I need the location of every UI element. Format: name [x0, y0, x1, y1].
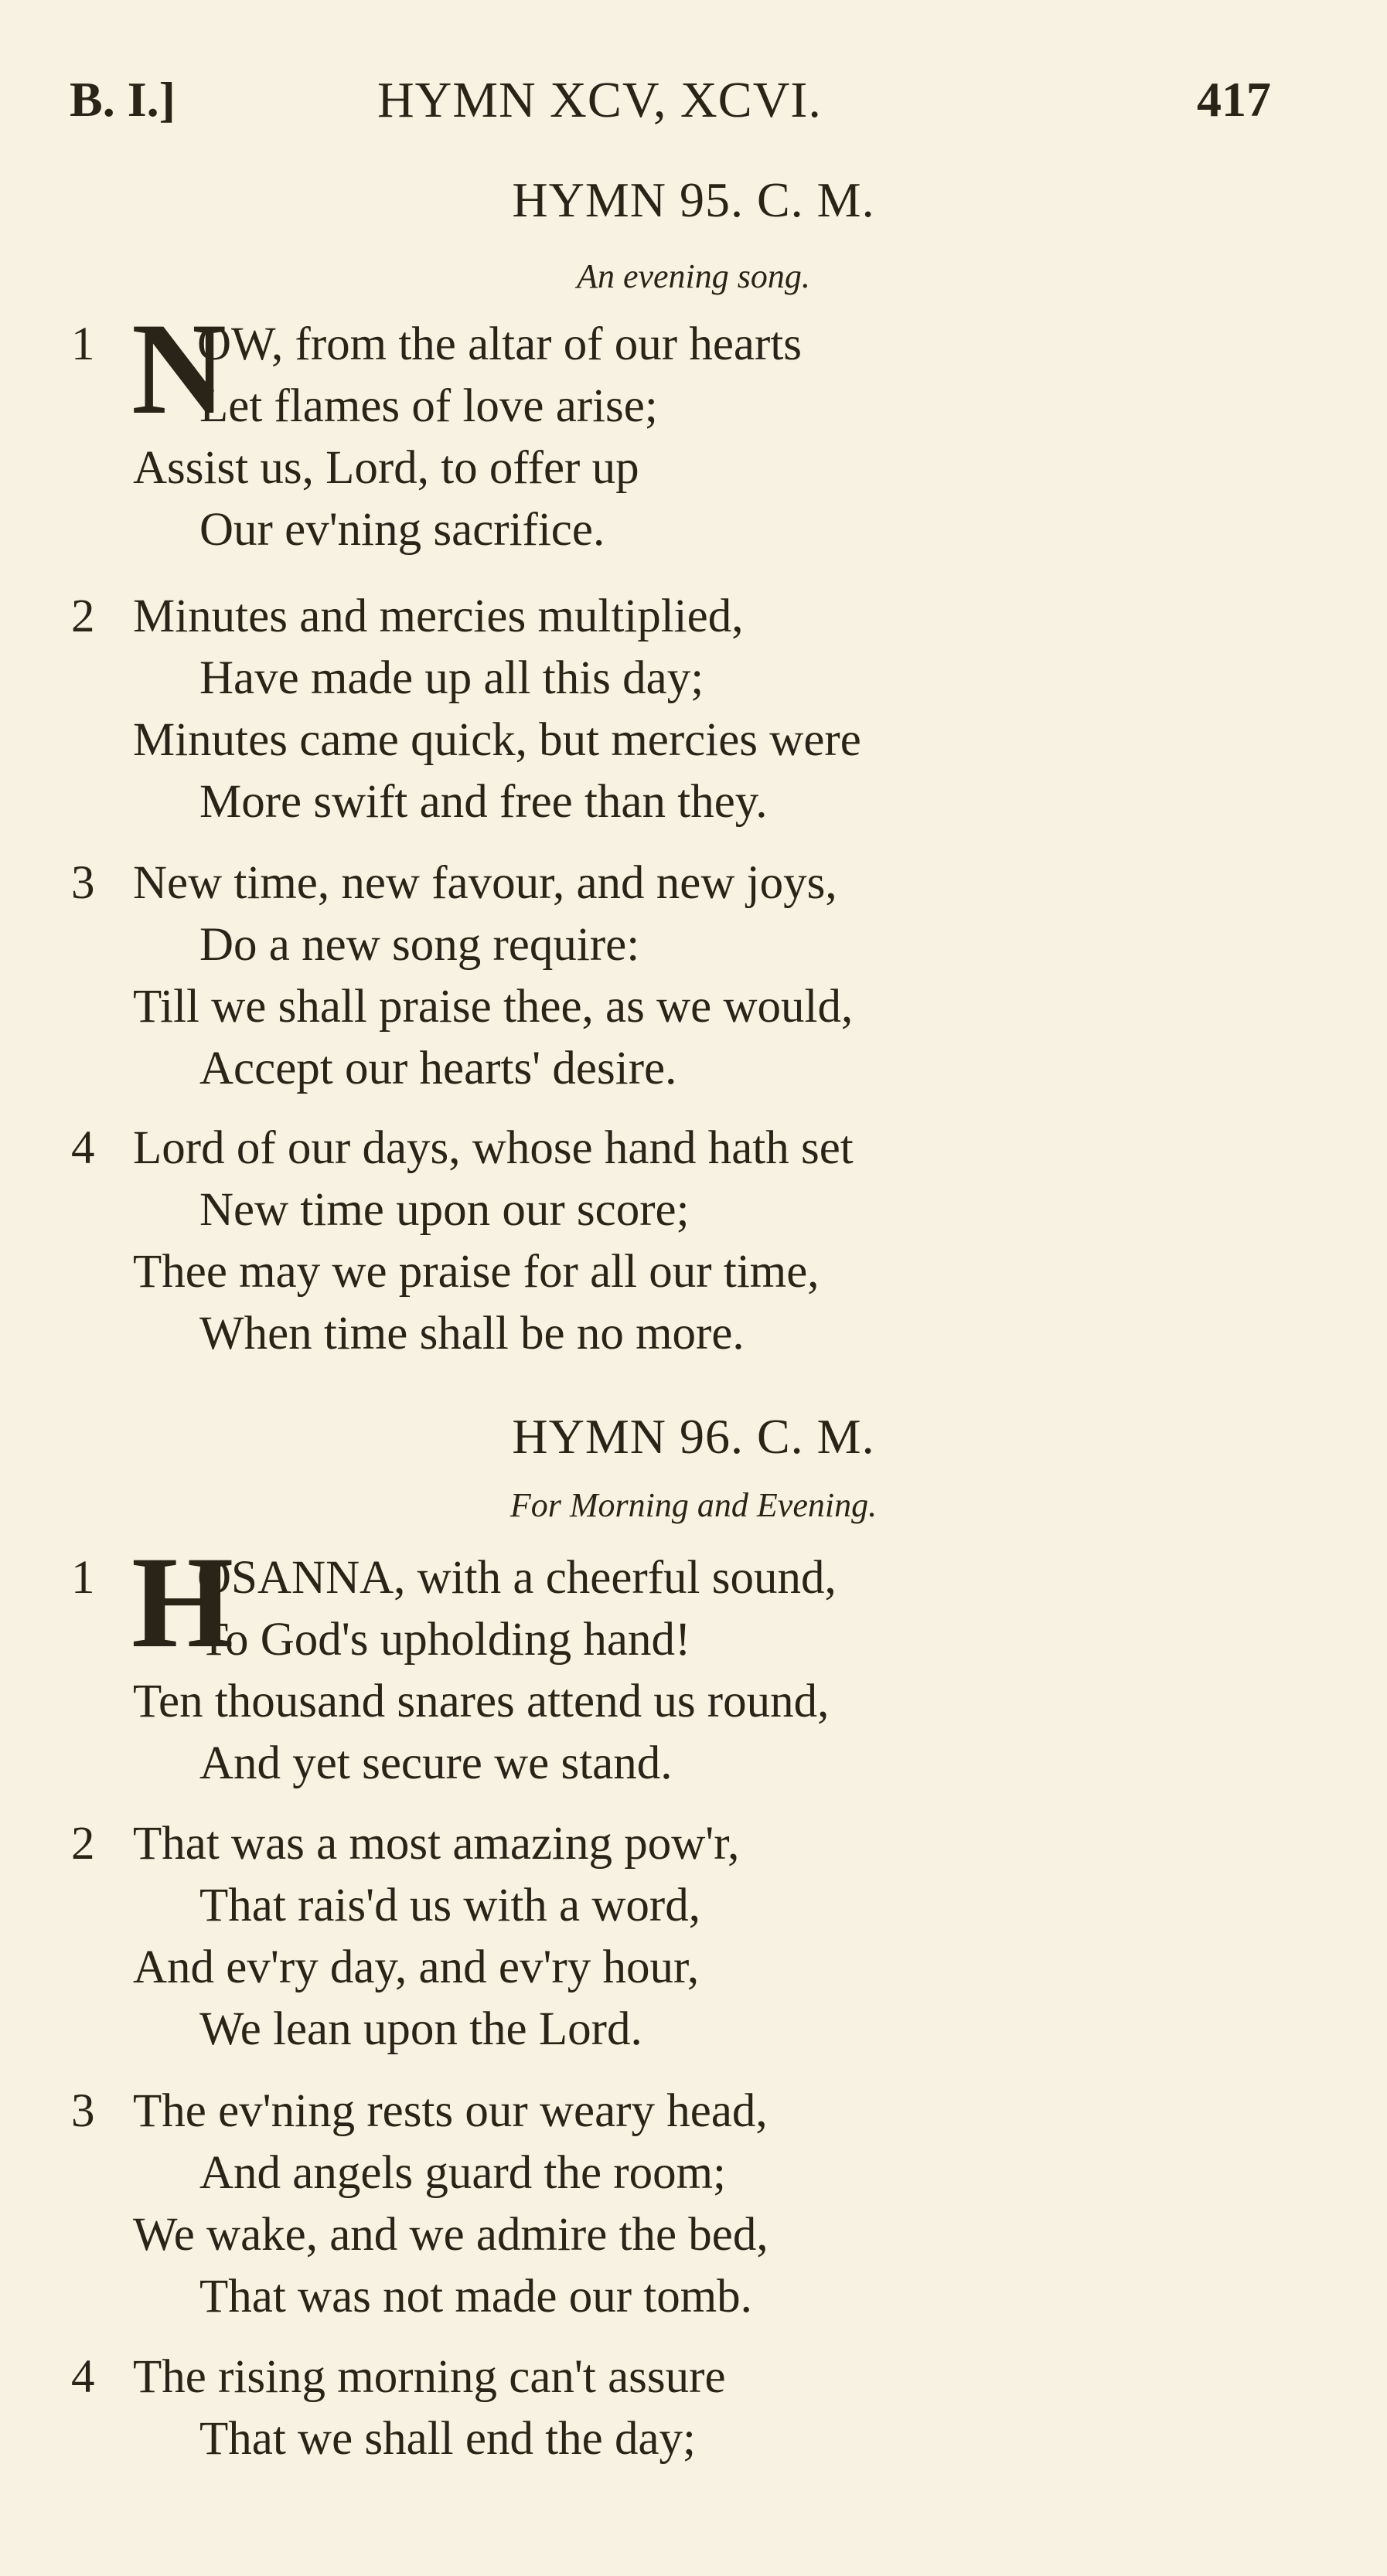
hymn-subtitle: An evening song.	[577, 257, 810, 295]
drop-cap: H	[131, 1530, 234, 1675]
verse-number: 2	[71, 1818, 95, 1870]
verse-line: We wake, and we admire the bed,	[133, 2209, 768, 2261]
verse-line: Let flames of love arise;	[199, 380, 658, 432]
verse-line: Minutes came quick, but mercies were	[133, 714, 861, 766]
verse-line: To God's upholding hand!	[199, 1614, 691, 1666]
verse-number: 1	[71, 1552, 95, 1604]
verse-line: Our ev'ning sacrifice.	[199, 504, 605, 556]
verse-line: Thee may we praise for all our time,	[133, 1246, 820, 1298]
verse-number: 4	[71, 1122, 95, 1174]
verse-line: We lean upon the Lord.	[199, 2003, 642, 2055]
verse-number: 3	[71, 857, 95, 909]
verse-line: That was not made our tomb.	[199, 2271, 752, 2322]
verse-line: New time upon our score;	[199, 1184, 690, 1236]
verse-line: Accept our hearts' desire.	[199, 1043, 677, 1094]
verse-line: And yet secure we stand.	[199, 1737, 673, 1789]
page-number: 417	[1197, 72, 1271, 127]
verse-line: That we shall end the day;	[199, 2413, 696, 2465]
verse-number: 4	[71, 2351, 95, 2403]
verse-line: And angels guard the room;	[199, 2147, 727, 2199]
verse-line: Till we shall praise thee, as we would,	[133, 981, 854, 1033]
hymn-subtitle: For Morning and Evening.	[509, 1486, 878, 1524]
verse-number: 2	[71, 590, 95, 642]
verse-line: Lord of our days, whose hand hath set	[133, 1122, 854, 1174]
verse-line: Ten thousand snares attend us round,	[133, 1676, 830, 1727]
verse-line: More swift and free than they.	[199, 776, 768, 828]
drop-cap: N	[131, 296, 227, 441]
verse-line: OSANNA, with a cheerful sound,	[197, 1552, 837, 1604]
verse-line: That was a most amazing pow'r,	[133, 1818, 740, 1870]
verse-line: The rising morning can't assure	[133, 2351, 726, 2403]
running-title: HYMN XCV, XCVI.	[377, 72, 822, 128]
verse-line: That rais'd us with a word,	[199, 1880, 700, 1931]
verse-line: When time shall be no more.	[199, 1308, 745, 1359]
verse-line: Do a new song require:	[199, 919, 640, 971]
verse-number: 1	[71, 318, 95, 370]
verse-line: OW, from the altar of our hearts	[197, 318, 803, 370]
running-head	[0, 71, 1387, 141]
verse-line: Minutes and mercies multiplied,	[133, 590, 744, 642]
verse-line: Have made up all this day;	[199, 652, 704, 704]
verse-line: Assist us, Lord, to offer up	[133, 442, 639, 494]
verse-number: 3	[71, 2085, 95, 2137]
book-section: B. I.]	[70, 72, 176, 127]
verse-line: New time, new favour, and new joys,	[133, 857, 837, 909]
verse-line: And ev'ry day, and ev'ry hour,	[133, 1941, 700, 1993]
verse-line: The ev'ning rests our weary head,	[133, 2085, 768, 2137]
hymn-title: HYMN 96. C. M.	[512, 1409, 875, 1464]
hymn-title: HYMN 95. C. M.	[512, 172, 875, 227]
